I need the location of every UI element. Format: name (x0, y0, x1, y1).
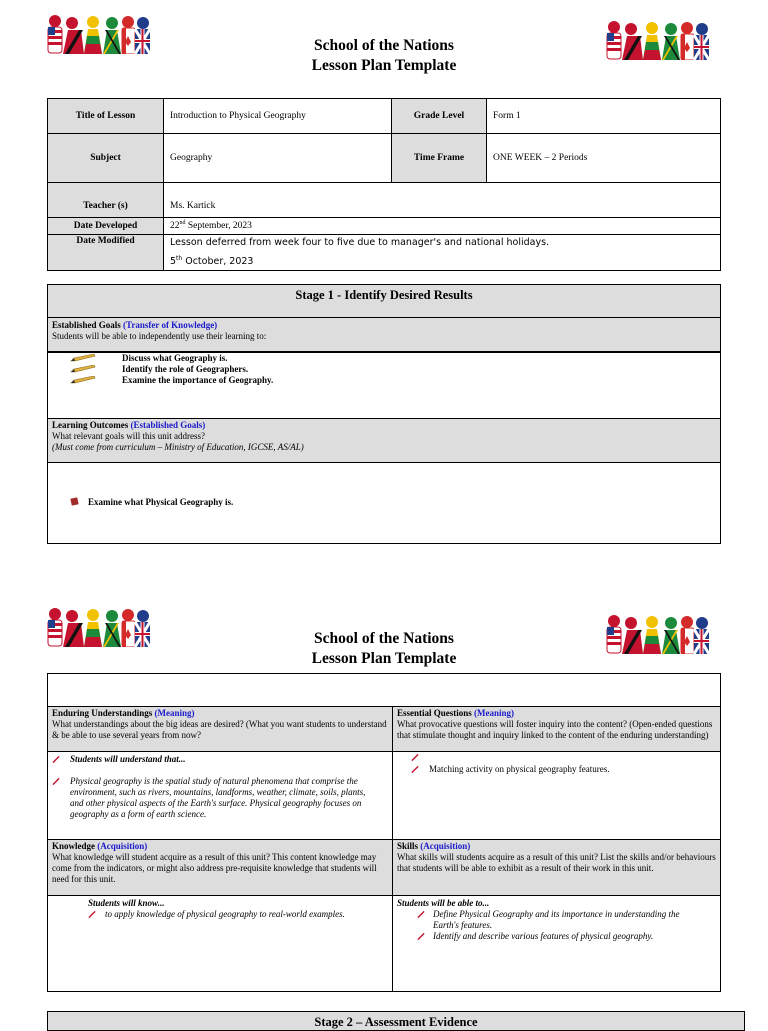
date-developed-label: Date Developed (48, 218, 164, 235)
modified-note: Lesson deferred from week four to five due to manager's and national holidays. (170, 237, 550, 248)
skills-label: Skills (397, 841, 419, 851)
tick-bullet-icon (52, 777, 60, 786)
tick-bullet-icon (417, 910, 425, 919)
goal-item: Examine the importance of Geography. (122, 375, 274, 385)
essential-questions-label: Essential Questions (397, 708, 472, 718)
time-frame-label: Time Frame (392, 134, 487, 183)
essential-questions-tag: (Meaning) (474, 708, 515, 718)
lesson-info-table (47, 98, 721, 271)
established-goals-desc: Students will be able to independently use their learning to: (52, 331, 267, 341)
s-lead: Students will be able to... (397, 898, 490, 908)
subject-value: Geography (164, 134, 392, 183)
tick-bullet-icon (411, 753, 419, 762)
date-developed-value: 22nd September, 2023 (164, 218, 721, 235)
eu-item: Physical geography is the spatial study of natural phenomena that comprise the environment, such as rivers, mountains, landforms, weather, climate, soils, plants, and other physical aspects of the Earth's surface. Physical geography focuses on geography as a form of earth science. (70, 776, 372, 820)
learning-outcomes-label: Learning Outcomes (52, 420, 129, 430)
skills-desc: What skills will students acquire as a result of this unit? List the skills and/or behaviours that students will be able to exhibit as a result of their work in this unit. (397, 852, 716, 873)
stage1-section (47, 284, 721, 544)
s-item: Identify and describe various features of physical geography. (393, 931, 700, 942)
title-of-lesson-value: Introduction to Physical Geography (164, 99, 392, 134)
eu-lead: Students will understand that... (70, 754, 372, 765)
enduring-understandings-tag: (Meaning) (154, 708, 195, 718)
subject-label: Subject (48, 134, 164, 183)
learning-outcomes-header (48, 419, 720, 463)
established-goals-tag: (Transfer of Knowledge) (123, 320, 218, 330)
stage1-continued-blank (48, 674, 721, 707)
tick-bullet-icon (411, 765, 419, 774)
goal-item: Discuss what Geography is. (122, 353, 228, 363)
modified-date: 5th October, 2023 (170, 255, 254, 268)
page-header (0, 629, 768, 669)
knowledge-label: Knowledge (52, 841, 96, 851)
enduring-understandings-desc: What understandings about the big ideas are desired? (What you want students to understand & be able to use several years from now? (52, 719, 387, 740)
essential-questions-desc: What provocative questions will foster inquiry into the content? (Open-ended questions that stimulate thought and inquiry linked to the content of the enduring understanding) (397, 719, 713, 740)
skills-header (393, 840, 721, 896)
stage1-title: Stage 1 - Identify Desired Results (48, 285, 720, 318)
teacher-value: Ms. Kartick (164, 183, 721, 218)
enduring-understandings-label: Enduring Understandings (52, 708, 153, 718)
outcomes-list (48, 463, 720, 541)
understanding-table (47, 673, 721, 992)
stage2-title: Stage 2 – Assessment Evidence (314, 1015, 478, 1029)
enduring-understandings-header (48, 707, 393, 752)
learning-outcomes-note: (Must come from curriculum – Ministry of Education, IGCSE, AS/AL) (52, 442, 304, 452)
time-frame-value: ONE WEEK – 2 Periods (487, 134, 721, 183)
pencil-bullet-icon (70, 354, 96, 362)
date-modified-value (164, 235, 721, 271)
school-name: School of the Nations (314, 37, 454, 54)
s-item: Define Physical Geography and its importance in understanding the Earth's features. (393, 909, 700, 931)
knowledge-body (48, 896, 393, 992)
tick-bullet-icon (52, 755, 60, 764)
goal-item: Identify the role of Geographers. (122, 364, 249, 374)
tick-bullet-icon (417, 932, 425, 941)
goals-list (48, 353, 720, 419)
document-title: Lesson Plan Template (311, 57, 457, 74)
knowledge-desc: What knowledge will student acquire as a result of this unit? This content knowledge may come from the indicators, or might also address pre-requisite knowledge that students will need for this unit. (52, 852, 377, 884)
essential-questions-body (393, 752, 721, 840)
book-bullet-icon (70, 497, 79, 506)
established-goals-header (48, 318, 720, 353)
grade-level-label: Grade Level (392, 99, 487, 134)
date-modified-label: Date Modified (48, 235, 164, 271)
skills-body (393, 896, 721, 992)
tick-bullet-icon (88, 910, 96, 919)
essential-questions-header (393, 707, 721, 752)
skills-tag: (Acquisition) (420, 841, 471, 851)
document-title: Lesson Plan Template (311, 650, 457, 667)
k-item: to apply knowledge of physical geography to real-world examples. (48, 909, 388, 920)
learning-outcomes-question: What relevant goals will this unit address? (52, 431, 205, 441)
outcome-item: Examine what Physical Geography is. (88, 497, 234, 507)
page-header (0, 36, 768, 76)
knowledge-header (48, 840, 393, 896)
title-of-lesson-label: Title of Lesson (48, 99, 164, 134)
pencil-bullet-icon (70, 365, 96, 373)
established-goals-label: Established Goals (52, 320, 121, 330)
teacher-label: Teacher (s) (48, 183, 164, 218)
grade-level-value: Form 1 (487, 99, 721, 134)
school-name: School of the Nations (314, 630, 454, 647)
k-lead: Students will know... (88, 898, 165, 908)
knowledge-tag: (Acquisition) (97, 841, 148, 851)
pencil-bullet-icon (70, 376, 96, 384)
enduring-understandings-body (48, 752, 393, 840)
eq-item: Matching activity on physical geography features. (429, 764, 716, 775)
stage2-section (47, 1011, 745, 1031)
learning-outcomes-tag: (Established Goals) (130, 420, 206, 430)
